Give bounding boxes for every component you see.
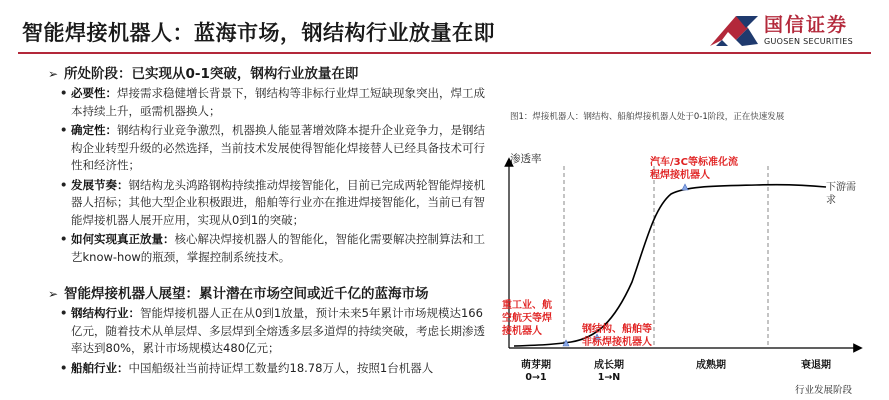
list-item bbox=[60, 122, 493, 175]
item-text: 焊接需求稳健增长背景下，钢结构等非标行业焊工短缺现象突出，焊工成本持续上升，亟需机器换人； bbox=[71, 86, 485, 118]
stage-label: 成长期 bbox=[594, 360, 624, 371]
section-title: 所处阶段：已实现从0-1突破，钢构行业放量在即 bbox=[64, 66, 359, 82]
stage-label: 成熟期 bbox=[696, 360, 726, 371]
annotation-steel-shipbuilding: 钢结构、船舶等非标焊接机器人 bbox=[582, 324, 652, 348]
stage-sublabel: 1→N bbox=[597, 372, 621, 380]
company-logo bbox=[706, 10, 876, 52]
curve-marker-mature bbox=[682, 184, 688, 190]
bullet-dot-icon: • bbox=[60, 360, 68, 375]
industry-lifecycle-chart bbox=[496, 132, 876, 380]
item-head: 钢结构行业： bbox=[71, 306, 140, 320]
stage-label: 萌芽期 bbox=[521, 360, 551, 371]
annotation-heavy-industry: 重工业、航空航天等焊接机器人 bbox=[502, 300, 552, 337]
logo-text-cn: 国信证券 bbox=[764, 14, 849, 36]
item-head: 必要性： bbox=[71, 86, 117, 100]
bullet-dot-icon: • bbox=[60, 177, 68, 192]
page-title: 智能焊接机器人：蓝海市场，钢结构行业放量在即 bbox=[22, 21, 495, 45]
annotation-downstream-demand: 下游需求 bbox=[826, 182, 856, 206]
list-item bbox=[60, 85, 493, 120]
item-text: 智能焊接机器人正在从0到1放量，预计未来5年累计市场规模达166亿元，随着技术从单层焊、多层焊到全熔透多层多道焊的持续突破，考虑长期渗透率达到80%，累计市场规模达480亿元； bbox=[71, 306, 485, 355]
title-divider bbox=[18, 52, 871, 54]
stage-label: 衰退期 bbox=[801, 360, 831, 371]
list-item bbox=[60, 360, 493, 378]
item-head: 发展节奏： bbox=[71, 177, 129, 192]
item-head: 确定性： bbox=[71, 123, 117, 137]
x-axis-label: 行业发展阶段 bbox=[795, 385, 853, 396]
bullet-dot-icon: • bbox=[60, 123, 68, 137]
y-axis-label: 渗透率 bbox=[510, 153, 542, 165]
list-item bbox=[60, 231, 493, 266]
item-text: 中国船级社当前持证焊工数量约18.78万人，按照1台机器人 bbox=[128, 360, 434, 375]
annotation-auto-3c: 汽车/3C等标准化流程焊接机器人 bbox=[650, 157, 738, 181]
section-heading-stage bbox=[48, 66, 493, 83]
item-head: 船舶行业： bbox=[71, 360, 129, 375]
stage-sublabel: 0→1 bbox=[525, 372, 547, 380]
item-text: 钢结构龙头鸿路钢构持续推动焊接智能化，目前已完成两轮智能焊接机器人招标；其他大型企业积极跟进，船舶等行业亦在推进焊接智能化，当前已有智能焊接机器人展开应用，实现从0到1的突破； bbox=[71, 177, 485, 227]
item-head: 如何实现真正放量： bbox=[71, 232, 175, 246]
list-item bbox=[60, 177, 493, 230]
guosen-logo-icon bbox=[706, 10, 762, 50]
section-title: 智能焊接机器人展望：累计潜在市场空间或近千亿的蓝海市场 bbox=[64, 286, 429, 302]
logo-text-en: GUOSEN SECURITIES bbox=[764, 37, 853, 46]
bullet-dot-icon: • bbox=[60, 232, 68, 246]
list-item bbox=[60, 305, 493, 358]
arrow-bullet-icon: ➢ bbox=[48, 67, 59, 81]
arrow-bullet-icon: ➢ bbox=[48, 287, 59, 301]
content-column bbox=[48, 58, 493, 377]
bullet-dot-icon: • bbox=[60, 86, 68, 100]
item-text: 核心解决焊接机器人的智能化，智能化需要解决控制算法和工艺know-how的瓶颈，掌握控制系统技术。 bbox=[71, 232, 485, 264]
item-text: 钢结构行业竞争激烈，机器换人能显著增效降本提升企业竞争力，是钢结构企业转型升级的必然选择，当前技术发展使得智能化焊接替人已经具备技术可行性和经济性； bbox=[71, 123, 485, 172]
section-heading-outlook bbox=[48, 286, 493, 303]
bullet-dot-icon: • bbox=[60, 306, 68, 320]
slide-header bbox=[0, 0, 889, 56]
figure-caption: 图1：焊接机器人：钢结构、船舶焊接机器人处于0-1阶段，正在快速发展 bbox=[510, 112, 785, 122]
adoption-curve bbox=[514, 185, 826, 346]
